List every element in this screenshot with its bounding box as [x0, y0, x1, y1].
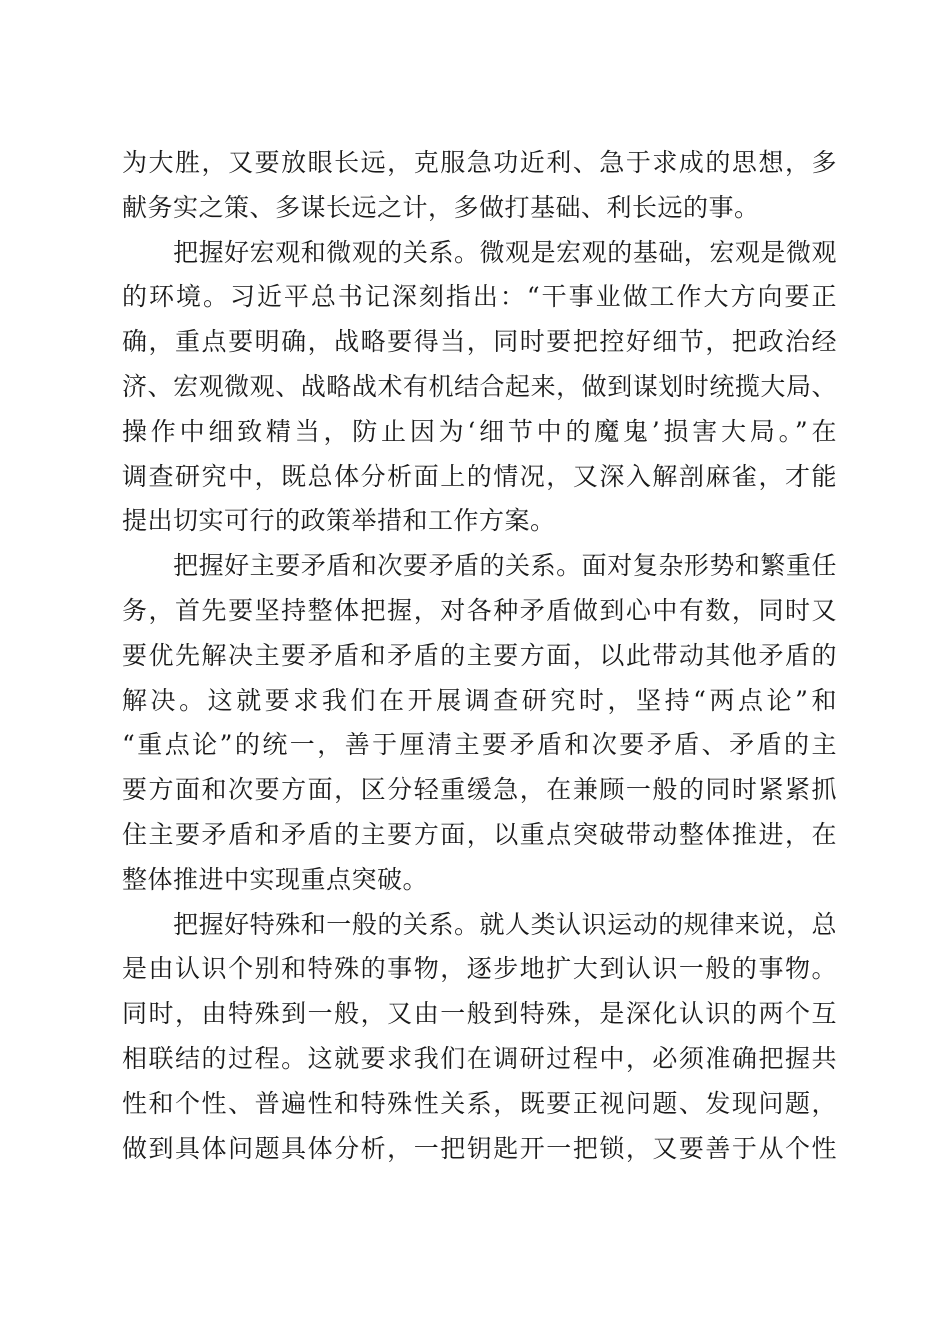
text-line: 相联结的过程。这就要求我们在调研过程中，必须准确把握共 [122, 1043, 837, 1073]
text-line: 解决。这就要求我们在开展调查研究时，坚持“两点论”和 [122, 685, 837, 715]
text-line: “重点论”的统一，善于厘清主要矛盾和次要矛盾、矛盾的主 [122, 730, 837, 760]
text-line: 同时，由特殊到一般，又由一般到特殊，是深化认识的两个互 [122, 999, 837, 1029]
text-line: 为大胜，又要放眼长远，克服急功近利、急于求成的思想，多 [122, 148, 837, 177]
paragraph-start-line: 把握好特殊和一般的关系。就人类认识运动的规律来说，总 [122, 909, 837, 939]
text-line: 务，首先要坚持整体把握，对各种矛盾做到心中有数，同时又 [122, 595, 837, 625]
text-line: 的环境。习近平总书记深刻指出：“干事业做工作大方向要正 [122, 282, 837, 312]
body-text [122, 141, 837, 1171]
text-line: 济、宏观微观、战略战术有机结合起来，做到谋划时统揽大局、 [122, 371, 837, 401]
text-line: 整体推进中实现重点突破。 [122, 864, 429, 894]
paragraph-start-line: 把握好宏观和微观的关系。微观是宏观的基础，宏观是微观 [122, 237, 837, 267]
text-line: 是由认识个别和特殊的事物，逐步地扩大到认识一般的事物。 [122, 954, 837, 984]
text-line: 要优先解决主要矛盾和矛盾的主要方面，以此带动其他矛盾的 [122, 640, 837, 670]
text-line: 做到具体问题具体分析，一把钥匙开一把锁，又要善于从个性 [122, 1133, 837, 1163]
text-line: 确，重点要明确，战略要得当，同时要把控好细节，把政治经 [122, 327, 837, 357]
text-line: 要方面和次要方面，区分轻重缓急，在兼顾一般的同时紧紧抓 [122, 775, 837, 805]
text-line: 献务实之策、多谋长远之计，多做打基础、利长远的事。 [122, 192, 760, 222]
paragraph-start-line: 把握好主要矛盾和次要矛盾的关系。面对复杂形势和繁重任 [122, 551, 837, 581]
text-line: 住主要矛盾和矛盾的主要方面，以重点突破带动整体推进，在 [122, 819, 837, 849]
text-line: 性和个性、普遍性和特殊性关系，既要正视问题、发现问题， [122, 1088, 837, 1118]
text-line: 调查研究中，既总体分析面上的情况，又深入解剖麻雀，才能 [122, 461, 837, 491]
text-line: 操作中细致精当，防止因为‘细节中的魔鬼’损害大局。”在 [122, 416, 837, 446]
text-line: 提出切实可行的政策举措和工作方案。 [122, 506, 556, 536]
